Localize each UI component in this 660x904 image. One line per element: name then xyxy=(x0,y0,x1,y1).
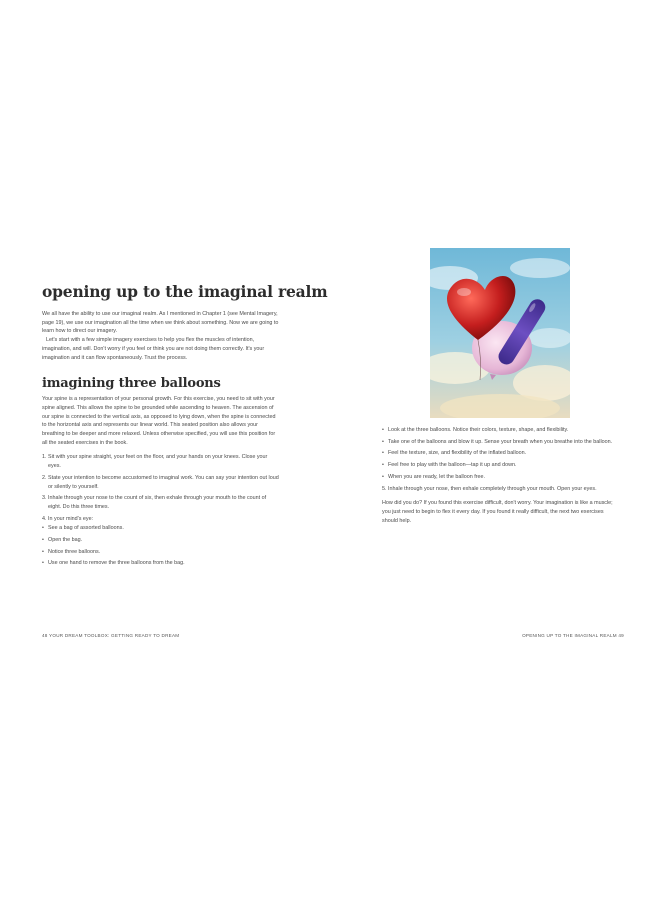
footer-right: OPENING UP TO THE IMAGINAL REALM 49 xyxy=(522,633,624,638)
page-title: opening up to the imaginal realm xyxy=(42,282,328,301)
steps-list xyxy=(42,453,280,523)
list-item: • Feel free to play with the balloon—tap it up and down. xyxy=(382,462,517,469)
list-item: • Take one of the balloons and blow it up. Sense your breath when you breathe into the balloon. xyxy=(382,438,613,445)
list-item: 3. Inhale through your nose to the count of six, then exhale through your mouth to the count of eight. Do this three times. xyxy=(42,495,267,510)
left-page xyxy=(42,282,328,571)
list-item: • Feel the texture, size, and flexibility of the inflated balloon. xyxy=(382,450,527,457)
list-item: • Notice three balloons. xyxy=(42,548,101,555)
list-item: • Look at the three balloons. Notice their colors, texture, shape, and flexibility. xyxy=(382,427,569,433)
list-item: 5. Inhale through your nose, then exhale completely through your mouth. Open your eyes. xyxy=(382,485,597,492)
list-item: • Open the bag. xyxy=(42,537,83,544)
intro-paragraph: We all have the ability to use our imaginal realm. As I mentioned in Chapter 1 (see Mental Imagery, page 19), we use our imagination all the time when we think about something. Now we are going to learn how to direct our imagery. xyxy=(42,311,279,335)
right-page xyxy=(382,426,620,525)
intro-paragraph-2: Let's start with a few simple imagery exercises to help you flex the muscles of intention, imagination, and will. Don't worry if you feel or think you are not doing them correctly. It's your imagination and it can flow spontaneously. Trust the process. xyxy=(42,337,265,361)
balloons-illustration xyxy=(430,248,570,418)
list-item: • When you are ready, let the balloon free. xyxy=(382,473,485,480)
list-item: 2. State your intention to become accustomed to imaginal work. You can say your intention out loud or silently to yourself. xyxy=(42,474,279,490)
body-paragraph: Your spine is a representation of your personal growth. For this exercise, you need to sit with your spine aligned. This allows the spine to be grounded while ascending to heaven. The ascension of our spine is connected to the vertical axis, as opposed to lying down, when the spine is connected to the horizontal axis and represents our linear world. This seated position also allows your breathing to be deeper and more relaxed. Unless otherwise specified, you will use this position for all the seated exercises in the book. xyxy=(42,396,276,446)
section-title: imagining three balloons xyxy=(42,376,221,392)
list-item: • See a bag of assorted balloons. xyxy=(42,525,124,532)
balloons-photo xyxy=(430,248,570,418)
steps-list xyxy=(382,485,620,494)
list-item: 1. Sit with your spine straight, your feet on the floor, and your hands on your knees. Close your eyes. xyxy=(42,454,268,470)
list-item: 4. In your mind's eye: xyxy=(42,515,94,522)
bullet-list xyxy=(42,524,280,568)
closing-paragraph: How did you do? If you found this exercise difficult, don't worry. Your imagination is like a muscle; you just need to begin to flex it every day. If you found it really difficult, the next two exercises should help. xyxy=(382,500,613,524)
list-item: • Use one hand to remove the three balloons from the bag. xyxy=(42,560,185,567)
bullet-list xyxy=(382,426,620,482)
footer-left: 48 YOUR DREAM TOOLBOX: GETTING READY TO DREAM xyxy=(42,633,180,638)
